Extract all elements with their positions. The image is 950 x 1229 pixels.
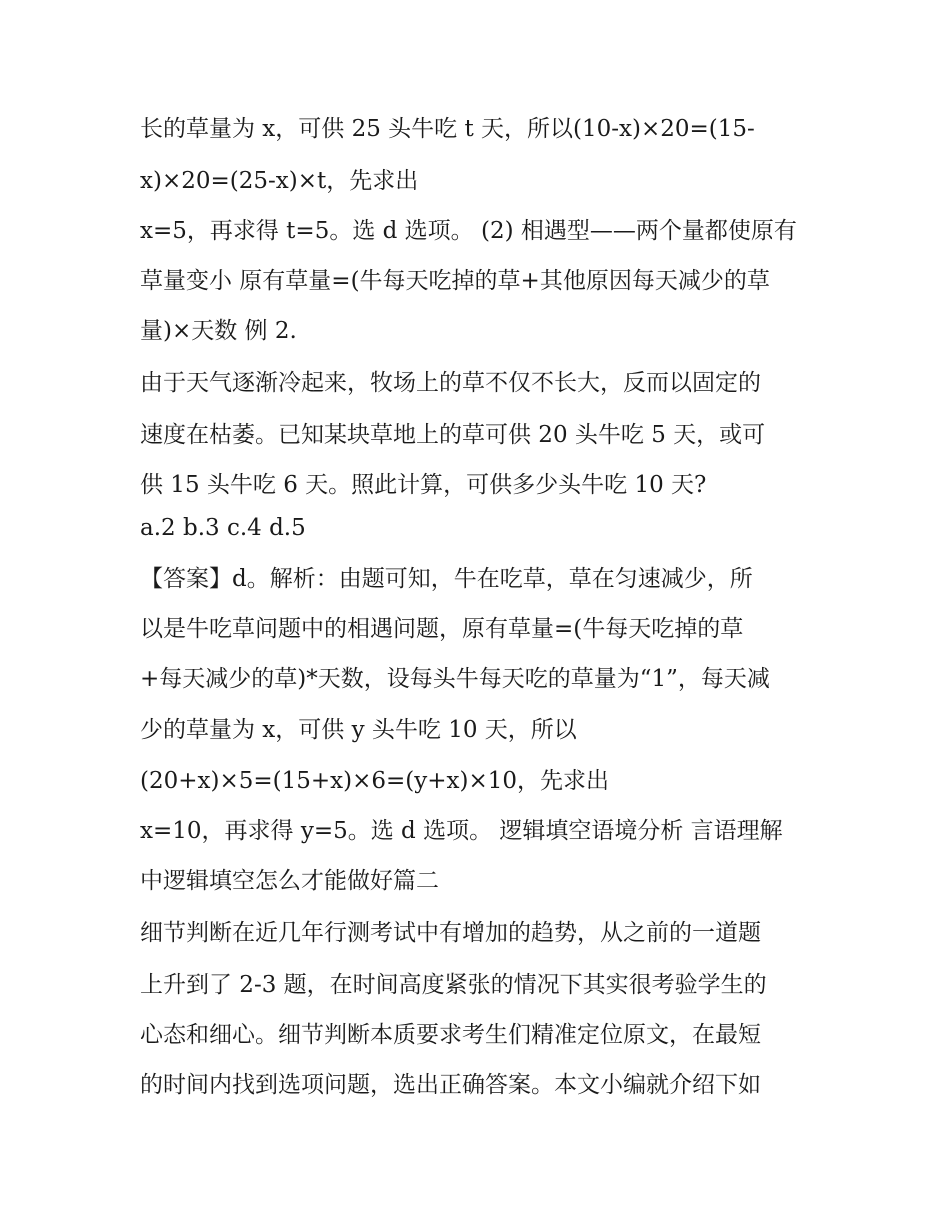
text-line: x)×20=(25-x)×t，先求出	[140, 168, 419, 194]
text-line: x=5，再求得 t=5。选 d 选项。 (2) 相遇型——两个量都使原有	[140, 218, 797, 244]
text-line: (20+x)×5=(15+x)×6=(y+x)×10，先求出	[140, 768, 609, 794]
text-line: a.2 b.3 c.4 d.5	[140, 515, 306, 541]
text-line: 以是牛吃草问题中的相遇问题，原有草量=(牛每天吃掉的草	[140, 616, 744, 642]
text-line: 由于天气逐渐冷起来，牧场上的草不仅不长大，反而以固定的	[140, 370, 761, 396]
text-line: 长的草量为 x，可供 25 头牛吃 t 天，所以(10-x)×20=(15-	[140, 116, 755, 142]
text-line: x=10，再求得 y=5。选 d 选项。 逻辑填空语境分析 言语理解	[140, 818, 783, 844]
text-line: +每天减少的草)*天数，设每头牛每天吃的草量为“1”，每天减	[140, 666, 770, 692]
text-line: 速度在枯萎。已知某块草地上的草可供 20 头牛吃 5 天，或可	[140, 422, 766, 448]
text-line: 上升到了 2-3 题，在时间高度紧张的情况下其实很考验学生的	[140, 972, 767, 998]
text-line: 【答案】d。解析：由题可知，牛在吃草，草在匀速减少，所	[140, 566, 753, 592]
text-line: 心态和细心。细节判断本质要求考生们精准定位原文，在最短	[140, 1022, 761, 1048]
text-line: 供 15 头牛吃 6 天。照此计算，可供多少头牛吃 10 天?	[140, 472, 707, 498]
text-line: 草量变小 原有草量=(牛每天吃掉的草+其他原因每天减少的草	[140, 268, 770, 294]
text-line: 量)×天数 例 2.	[140, 318, 297, 344]
text-line: 中逻辑填空怎么才能做好篇二	[140, 868, 439, 894]
text-line: 少的草量为 x，可供 y 头牛吃 10 天，所以	[140, 717, 577, 743]
text-line: 细节判断在近几年行测考试中有增加的趋势，从之前的一道题	[140, 920, 761, 946]
text-line: 的时间内找到选项问题，选出正确答案。本文小编就介绍下如	[140, 1072, 761, 1098]
